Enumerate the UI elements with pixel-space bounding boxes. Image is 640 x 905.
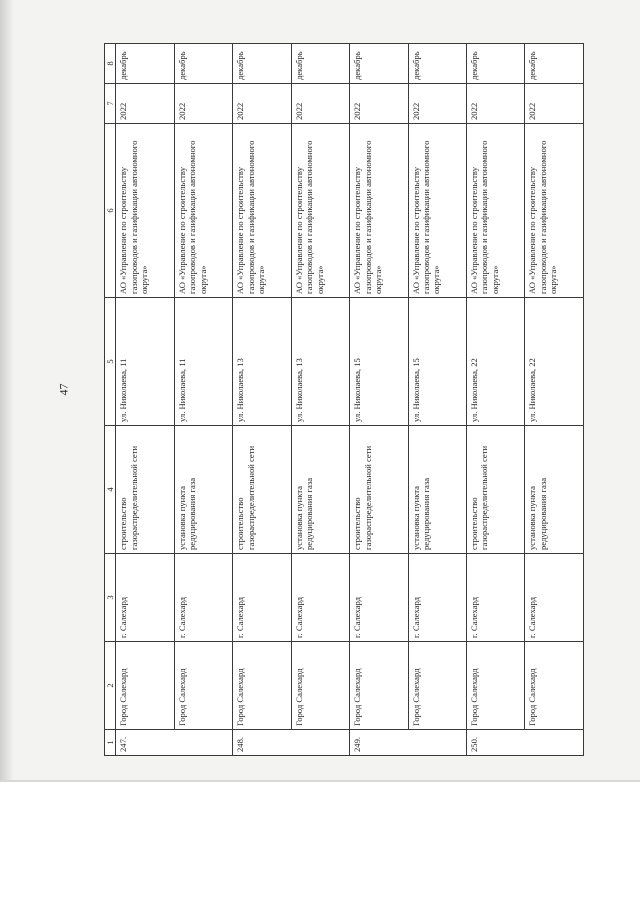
year-cell: 2022 [525, 84, 584, 124]
contractor-cell: АО «Управление по строительству газопроводов и газификации автономного округа» [525, 124, 584, 298]
year-cell: 2022 [350, 84, 408, 124]
settlement-cell: г. Салехард [174, 554, 232, 642]
table-row [174, 44, 232, 756]
address-cell: ул. Николаева, 15 [350, 298, 408, 426]
address-cell: ул. Николаева, 22 [467, 298, 525, 426]
col-header-3: 3 [105, 554, 116, 642]
row-number [408, 730, 466, 756]
contractor-cell: АО «Управление по строительству газопроводов и газификации автономного округа» [116, 124, 174, 298]
col-header-5: 5 [105, 298, 116, 426]
table-row [467, 44, 525, 756]
col-header-1: 1 [105, 730, 116, 756]
work-cell: строительство газораспределительной сети [467, 426, 525, 554]
scan-edge [0, 780, 640, 782]
contractor-cell: АО «Управление по строительству газопроводов и газификации автономного округа» [174, 124, 232, 298]
address-cell: ул. Николаева, 11 [174, 298, 232, 426]
year-cell: 2022 [467, 84, 525, 124]
settlement-cell: г. Салехард [291, 554, 349, 642]
year-cell: 2022 [116, 84, 174, 124]
contractor-cell: АО «Управление по строительству газопроводов и газификации автономного округа» [233, 124, 291, 298]
municipality-cell: Город Салехард [233, 642, 291, 730]
month-cell: декабрь [525, 44, 584, 84]
work-cell: установка пункта редуцирования газа [525, 426, 584, 554]
month-cell: декабрь [291, 44, 349, 84]
municipality-cell: Город Салехард [116, 642, 174, 730]
municipality-cell: Город Салехард [350, 642, 408, 730]
row-number [174, 730, 232, 756]
work-cell: установка пункта редуцирования газа [291, 426, 349, 554]
municipality-cell: Город Салехард [174, 642, 232, 730]
settlement-cell: г. Салехард [525, 554, 584, 642]
settlement-cell: г. Салехард [408, 554, 466, 642]
row-number: 249. [350, 730, 408, 756]
table-frame [104, 44, 584, 756]
table-row [116, 44, 174, 756]
contractor-cell: АО «Управление по строительству газопроводов и газификации автономного округа» [350, 124, 408, 298]
year-cell: 2022 [174, 84, 232, 124]
col-header-7: 7 [105, 84, 116, 124]
month-cell: декабрь [233, 44, 291, 84]
municipality-cell: Город Салехард [467, 642, 525, 730]
header-row [105, 44, 116, 756]
work-cell: строительство газораспределительной сети [350, 426, 408, 554]
address-cell: ул. Николаева, 22 [525, 298, 584, 426]
settlement-cell: г. Салехард [116, 554, 174, 642]
year-cell: 2022 [291, 84, 349, 124]
row-number: 247. [116, 730, 174, 756]
month-cell: декабрь [174, 44, 232, 84]
row-number: 250. [467, 730, 525, 756]
col-header-2: 2 [105, 642, 116, 730]
work-cell: строительство газораспределительной сети [116, 426, 174, 554]
table-row [408, 44, 466, 756]
page-number: 47 [56, 383, 71, 396]
table-row [233, 44, 291, 756]
settlement-cell: г. Салехард [233, 554, 291, 642]
month-cell: декабрь [467, 44, 525, 84]
address-cell: ул. Николаева, 13 [233, 298, 291, 426]
work-cell: установка пункта редуцирования газа [408, 426, 466, 554]
settlement-cell: г. Салехард [350, 554, 408, 642]
work-cell: установка пункта редуцирования газа [174, 426, 232, 554]
work-cell: строительство газораспределительной сети [233, 426, 291, 554]
settlement-cell: г. Салехард [467, 554, 525, 642]
table-row [291, 44, 349, 756]
municipality-cell: Город Салехард [408, 642, 466, 730]
address-cell: ул. Николаева, 15 [408, 298, 466, 426]
table-row [525, 44, 584, 756]
col-header-8: 8 [105, 44, 116, 84]
municipality-cell: Город Салехард [291, 642, 349, 730]
contractor-cell: АО «Управление по строительству газопроводов и газификации автономного округа» [408, 124, 466, 298]
month-cell: декабрь [350, 44, 408, 84]
col-header-6: 6 [105, 124, 116, 298]
month-cell: декабрь [408, 44, 466, 84]
year-cell: 2022 [408, 84, 466, 124]
row-number [291, 730, 349, 756]
address-cell: ул. Николаева, 13 [291, 298, 349, 426]
col-header-4: 4 [105, 426, 116, 554]
month-cell: декабрь [116, 44, 174, 84]
rotated-table-area [104, 44, 584, 756]
row-number [525, 730, 584, 756]
row-number: 248. [233, 730, 291, 756]
table-row [350, 44, 408, 756]
contractor-cell: АО «Управление по строительству газопроводов и газификации автономного округа» [291, 124, 349, 298]
year-cell: 2022 [233, 84, 291, 124]
contractor-cell: АО «Управление по строительству газопроводов и газификации автономного округа» [467, 124, 525, 298]
address-cell: ул. Николаева, 11 [116, 298, 174, 426]
scan-shadow [0, 0, 14, 780]
data-table [104, 43, 584, 756]
municipality-cell: Город Салехард [525, 642, 584, 730]
